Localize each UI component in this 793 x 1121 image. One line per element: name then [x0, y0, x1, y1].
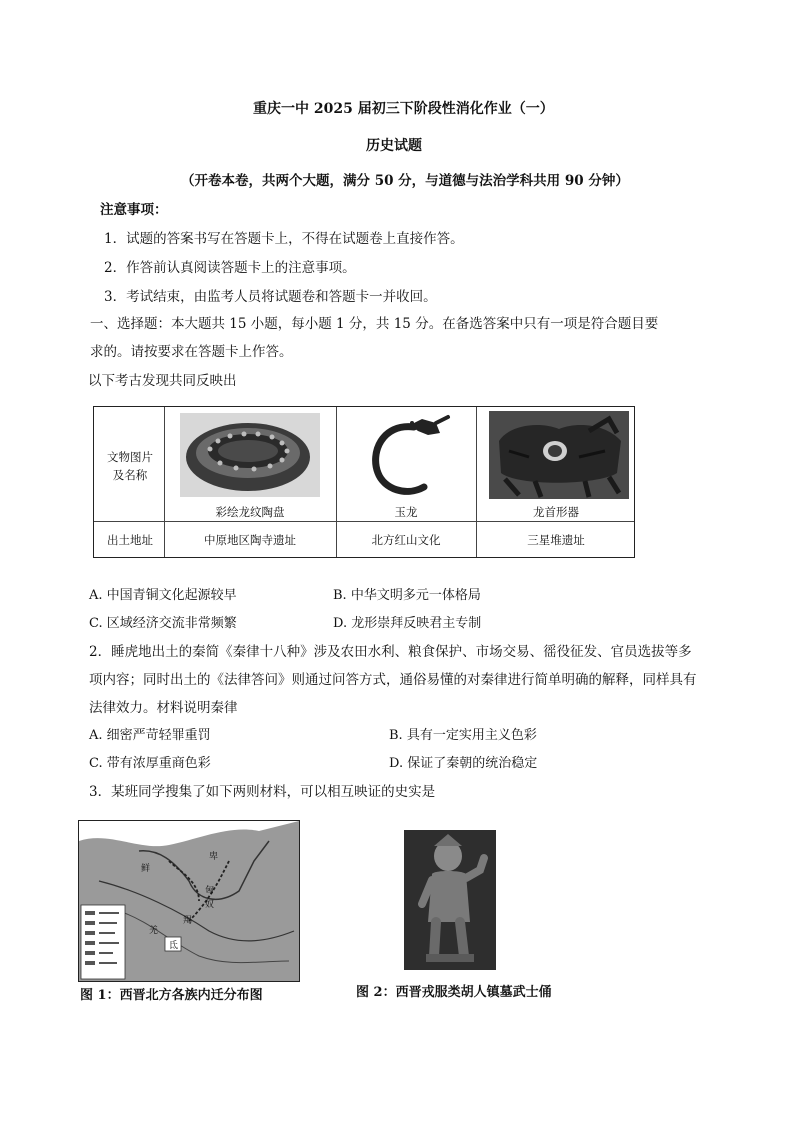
section1-line1: 一、选择题：本大题共 15 小题，每小题 1 分，共 15 分。在备选答案中只有一项是符合题目要 — [90, 316, 659, 332]
map-label: 羌 — [149, 926, 159, 936]
row-header-images-2: 及名称 — [112, 468, 148, 482]
page-title: 重庆一中 2025 届初三下阶段性消化作业（一） — [253, 101, 554, 117]
figure2-caption: 图 2：西晋戎服类胡人镇墓武士俑 — [356, 985, 552, 1000]
table-col-line — [476, 407, 477, 557]
q1-stem: 以下考古发现共同反映出 — [88, 373, 237, 389]
q1-option-d: D. 龙形崇拜反映君主专制 — [333, 616, 482, 631]
q2-line2: 项内容；同时出土的《法律答问》则通过问答方式，通俗易懂的对秦律进行简单明确的解释，同样具有 — [89, 672, 697, 688]
artifact-table — [93, 406, 635, 558]
q2-option-c: C. 带有浓厚重商色彩 — [89, 756, 211, 771]
exam-info: （开卷本卷，共两个大题，满分 50 分，与道德与法治学科共用 90 分钟） — [181, 173, 629, 189]
row-header-site: 出土地址 — [107, 533, 153, 547]
q1-option-c: C. 区域经济交流非常频繁 — [89, 616, 237, 631]
figure1-caption: 图 1：西晋北方各族内迁分布图 — [80, 988, 263, 1003]
table-col-line — [336, 407, 337, 557]
q2-option-a: A. 细密严苛轻罪重罚 — [89, 728, 211, 743]
q2-line1: 2．睡虎地出土的秦简《秦律十八种》涉及农田水利、粮食保护、市场交易、徭役征发、官员选拔等多 — [89, 644, 692, 660]
table-divider — [94, 521, 634, 522]
q3-stem: 3．某班同学搜集了如下两则材料，可以相互映证的史实是 — [89, 784, 436, 800]
notice-item-1: 1．试题的答案书写在答题卡上，不得在试题卷上直接作答。 — [104, 231, 464, 247]
q2-line3: 法律效力。材料说明秦律 — [89, 700, 238, 716]
pottery-plate-image — [180, 413, 320, 497]
map-label: 氐 — [169, 941, 179, 951]
artifact-site-3: 三星堆遗址 — [527, 533, 585, 547]
artifact-site-1: 中原地区陶寺遗址 — [204, 533, 296, 547]
migration-map — [78, 820, 300, 982]
artifact-name-2: 玉龙 — [394, 505, 418, 519]
artifact-site-2: 北方红山文化 — [371, 533, 441, 547]
map-label: 卑 — [209, 852, 219, 862]
map-label: 匈 — [205, 886, 215, 896]
map-label: 鲜 — [141, 864, 151, 874]
q1-option-a: A. 中国青铜文化起源较早 — [89, 588, 237, 603]
q1-option-b: B. 中华文明多元一体格局 — [333, 588, 481, 603]
section1-line2: 求的。请按要求在答题卡上作答。 — [90, 344, 293, 360]
jade-dragon-image — [352, 413, 462, 501]
dragon-head-image — [489, 411, 629, 499]
notice-item-3: 3．考试结束，由监考人员将试题卷和答题卡一并收回。 — [104, 289, 437, 305]
notice-heading: 注意事项： — [100, 202, 168, 218]
q2-option-b: B. 具有一定实用主义色彩 — [389, 728, 537, 743]
artifact-name-1: 彩绘龙纹陶盘 — [215, 505, 285, 519]
row-header-images-1: 文物图片 — [107, 450, 153, 464]
subject-title: 历史试题 — [366, 138, 422, 154]
artifact-name-3: 龙首形器 — [533, 505, 579, 519]
notice-item-2: 2．作答前认真阅读答题卡上的注意事项。 — [104, 260, 356, 276]
table-col-line — [164, 407, 165, 557]
map-label: 羯 — [183, 916, 193, 926]
map-label: 奴 — [205, 900, 215, 910]
warrior-figurine-photo — [404, 830, 496, 970]
q2-option-d: D. 保证了秦朝的统治稳定 — [389, 756, 538, 771]
